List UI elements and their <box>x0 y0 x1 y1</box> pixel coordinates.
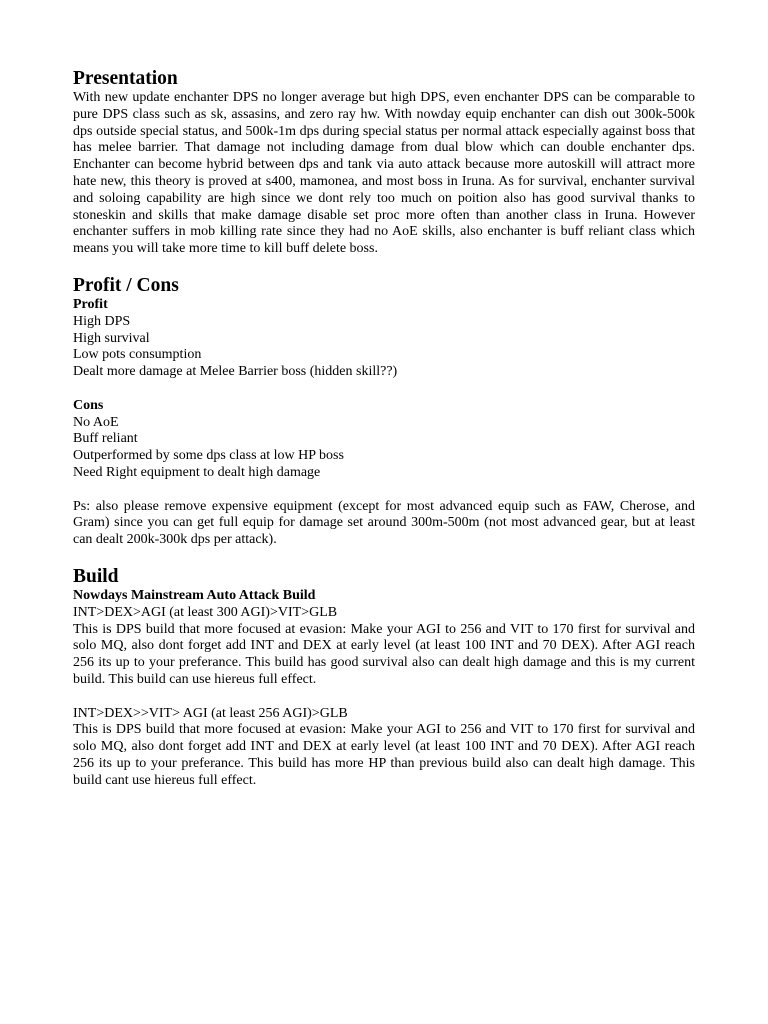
build-2-description: This is DPS build that more focused at evasion: Make your AGI to 256 and VIT to 170 first for survival and solo MQ, also dont forget add INT and DEX at early level (at least 100 INT and 70 DEX). After AGI reach 256 its up to your preferance. This build has more HP than previous build also can dealt high damage. This build cant use hiereus full effect. <box>73 722 695 788</box>
cons-label: Cons <box>73 397 104 413</box>
profit-label: Profit <box>73 296 108 312</box>
build-subheading: Nowdays Mainstream Auto Attack Build <box>73 587 316 603</box>
build-section <box>73 566 695 790</box>
cons-list <box>73 415 695 482</box>
build-1-title: INT>DEX>AGI (at least 300 AGI)>VIT>GLB <box>73 604 338 620</box>
profit-cons-section <box>73 275 695 549</box>
presentation-heading: Presentation <box>73 68 178 89</box>
list-item: Dealt more damage at Melee Barrier boss (hidden skill??) <box>73 364 398 380</box>
presentation-section <box>73 68 695 258</box>
list-item: No AoE <box>73 414 119 430</box>
list-item: Outperformed by some dps class at low HP boss <box>73 448 344 464</box>
presentation-body: With new update enchanter DPS no longer average but high DPS, even enchanter DPS can be comparable to pure DPS class such as sk, assasins, and zero ray hw. With nowday equip enchanter can dish out 300k-500k dps outside special status, and 500k-1m dps during special status per normal attack especially against boss that has melee barrier. That damage not including damage from dual blow which can double enchanter dps. Enchanter can become hybrid between dps and tank via auto attack because more autoskill will attract more hate new, this theory is proved at s400, mamonea, and most boss in Iruna. As for survival, enchanter survival and soloing capability are high since we dont rely too much on poition also has good survival thanks to stoneskin and skills that make damage disable set proc more often than another class in Iruna. However enchanter suffers in mob killing rate since they had no AoE skills, also enchanter is buff reliant class which means you will take more time to kill buff delete boss. <box>73 90 695 257</box>
profit-list <box>73 314 695 381</box>
list-item: High survival <box>73 330 150 346</box>
list-item: Need Right equipment to dealt high damage <box>73 464 321 480</box>
build-heading: Build <box>73 565 119 587</box>
document-page <box>73 68 695 789</box>
list-item: Buff reliant <box>73 431 138 447</box>
ps-note: Ps: also please remove expensive equipment (except for most advanced equip such as FAW, Cherose, and Gram) since you can get full equip for damage set around 300m-500m (not most advanced gear, but at least can dealt 200k-300k dps per attack). <box>73 498 695 548</box>
profit-cons-heading: Profit / Cons <box>73 274 179 296</box>
build-2-title: INT>DEX>>VIT> AGI (at least 256 AGI)>GLB <box>73 705 348 721</box>
list-item: High DPS <box>73 313 131 329</box>
build-1-description: This is DPS build that more focused at evasion: Make your AGI to 256 and VIT to 170 first for survival and solo MQ, also dont forget add INT and DEX at early level (at least 100 INT and 70 DEX). After AGI reach 256 its up to your preferance. This build has good survival also can dealt high damage and this is my current build. This build can use hiereus full effect. <box>73 621 695 687</box>
list-item: Low pots consumption <box>73 347 202 363</box>
